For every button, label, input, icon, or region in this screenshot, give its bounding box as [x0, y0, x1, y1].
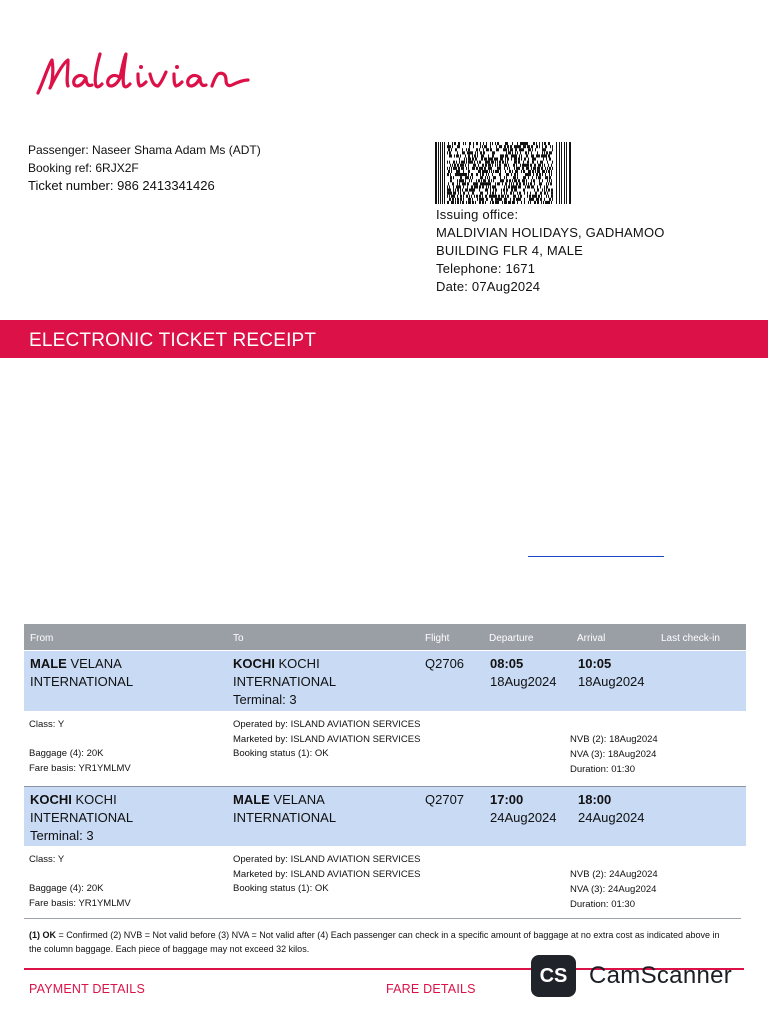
to-terminal: Terminal: 3 — [233, 692, 297, 707]
nvb-value: (2): 18Aug2024 — [592, 734, 658, 745]
fare-basis-line: Fare basis: YR1YMLMV — [29, 763, 131, 774]
to-name: VELANA — [273, 792, 325, 807]
camscanner-logo-icon: CS — [531, 955, 576, 997]
maldivian-logo — [34, 50, 254, 101]
fare-basis-value: YR1YMLMV — [78, 763, 131, 774]
duration-line: Duration: 01:30 — [570, 764, 635, 775]
to-name-2: INTERNATIONAL — [233, 810, 337, 825]
header-last-checkin: Last check-in — [661, 633, 720, 644]
segment-to — [233, 791, 336, 827]
marketed-line: Marketed by: ISLAND AVIATION SERVICES — [233, 869, 421, 880]
booking-status-label: Booking status — [233, 748, 296, 759]
arrival-time: 10:05 — [578, 656, 612, 671]
from-name: VELANA — [70, 656, 122, 671]
operated-line: Operated by: ISLAND AVIATION SERVICES — [233, 854, 421, 865]
booking-ref-label: Booking ref — [28, 161, 89, 175]
flight-segment-row — [24, 651, 746, 711]
fare-details-heading: FARE DETAILS — [386, 982, 476, 996]
baggage-label: Baggage — [29, 883, 68, 894]
footnote-ok-text: = Confirmed — [56, 930, 111, 940]
header-from: From — [30, 633, 54, 644]
to-code: KOCHI — [233, 656, 275, 671]
arrival — [578, 791, 645, 827]
issuing-office — [436, 206, 665, 296]
operated-label: Operated by — [233, 719, 286, 730]
nva-line — [570, 883, 656, 898]
to-name-2: INTERNATIONAL — [233, 674, 337, 689]
link-underline — [528, 556, 664, 557]
nvb-line — [570, 868, 658, 883]
to-name: KOCHI — [278, 656, 320, 671]
nva-label: NVA — [570, 749, 589, 760]
fare-basis-label: Fare basis — [29, 763, 74, 774]
header-flight: Flight — [425, 633, 450, 644]
marketed-line: Marketed by: ISLAND AVIATION SERVICES — [233, 734, 421, 745]
flight-number: Q2707 — [425, 792, 465, 807]
departure-time: 17:00 — [490, 792, 524, 807]
arrival-date: 18Aug2024 — [578, 674, 645, 689]
flight-segment-row — [24, 786, 746, 846]
flight-number: Q2706 — [425, 656, 465, 671]
nva-label: NVA — [570, 884, 589, 895]
departure-date: 24Aug2024 — [490, 810, 557, 825]
date-label: Date — [436, 279, 465, 294]
class-label: Class — [29, 719, 53, 730]
from-code: MALE — [30, 656, 67, 671]
footnote-nva-text: = Not valid after — [248, 930, 318, 940]
departure-time: 08:05 — [490, 656, 524, 671]
passenger-label: Passenger — [28, 143, 86, 157]
baggage-value: (4): 20K — [69, 883, 104, 894]
footnote-nva-key: (3) NVA — [218, 930, 249, 940]
telephone-row: Telephone: 1671 — [436, 261, 536, 276]
nvb-label: NVB — [570, 734, 590, 745]
operated-value: ISLAND AVIATION SERVICES — [290, 854, 421, 865]
barcode — [435, 142, 571, 209]
duration-label: Duration — [570, 899, 606, 910]
header-to: To — [233, 633, 244, 644]
ticket-number-value: 986 2413341426 — [117, 178, 215, 193]
operated-value: ISLAND AVIATION SERVICES — [290, 719, 421, 730]
footnote-baggage-key: (4) — [317, 930, 329, 940]
booking-status-line — [233, 747, 329, 762]
from-name-2: INTERNATIONAL — [30, 810, 134, 825]
nva-line — [570, 748, 656, 763]
duration-line: Duration: 01:30 — [570, 899, 635, 910]
duration-value: 01:30 — [611, 764, 635, 775]
duration-value: 01:30 — [611, 899, 635, 910]
booking-ref-value: 6RJX2F — [95, 161, 139, 175]
class-line: Class: Y — [29, 719, 65, 730]
booking-status-label: Booking status — [233, 883, 296, 894]
class-value: Y — [57, 719, 65, 730]
from-terminal: Terminal: 3 — [30, 828, 94, 843]
operated-label: Operated by — [233, 854, 286, 865]
booking-ref-row: Booking ref: 6RJX2F — [28, 161, 139, 175]
class-line: Class: Y — [29, 854, 65, 865]
date-value: 07Aug2024 — [471, 279, 541, 294]
baggage-label: Baggage — [29, 748, 68, 759]
booking-status-line — [233, 882, 329, 897]
camscanner-watermark — [531, 955, 743, 997]
footnote — [29, 928, 729, 956]
from-code: KOCHI — [30, 792, 72, 807]
arrival — [578, 655, 645, 691]
issuing-office-label-row: Issuing office: — [436, 207, 519, 222]
footnote-nvb-key: (2) NVB — [110, 930, 143, 940]
from-name: KOCHI — [75, 792, 117, 807]
nvb-label: NVB — [570, 869, 590, 880]
receipt-banner — [0, 320, 768, 358]
office-address-line2: BUILDING FLR 4, MALE — [436, 243, 584, 258]
nvb-value: (2): 24Aug2024 — [592, 869, 658, 880]
booking-status-value: (1): OK — [297, 748, 329, 759]
baggage-line — [29, 747, 103, 762]
header-departure: Departure — [489, 633, 534, 644]
passenger-row: Passenger: Naseer Shama Adam Ms (ADT) — [28, 143, 261, 157]
footnote-baggage-text: Each passenger can check in a specific amount of baggage at no extra cost as indicated above in the column baggage. Each piece of baggage may not exceed 32 kilos. — [29, 930, 720, 954]
ticket-number-row: Ticket number: 986 2413341426 — [28, 178, 215, 193]
segment-from — [30, 655, 133, 691]
marketed-value: ISLAND AVIATION SERVICES — [290, 734, 421, 745]
fare-basis-label: Fare basis — [29, 898, 74, 909]
departure-date: 18Aug2024 — [490, 674, 557, 689]
class-value: Y — [57, 854, 65, 865]
banner-title: ELECTRONIC TICKET RECEIPT — [29, 330, 317, 351]
nva-value: (3): 18Aug2024 — [590, 749, 657, 760]
footnote-nvb-text: = Not valid before — [142, 930, 219, 940]
header-arrival: Arrival — [577, 633, 606, 644]
footnote-ok-key: (1) OK — [29, 930, 56, 940]
class-label: Class — [29, 854, 53, 865]
baggage-line — [29, 882, 103, 897]
arrival-date: 24Aug2024 — [578, 810, 645, 825]
divider — [24, 918, 741, 919]
baggage-value: (4): 20K — [69, 748, 104, 759]
operated-line: Operated by: ISLAND AVIATION SERVICES — [233, 719, 421, 730]
departure — [490, 791, 557, 827]
marketed-label: Marketed by — [233, 734, 286, 745]
marketed-label: Marketed by — [233, 869, 286, 880]
passenger-info — [28, 141, 261, 195]
passenger-value: Naseer Shama Adam Ms (ADT) — [92, 143, 261, 157]
to-code: MALE — [233, 792, 270, 807]
booking-status-value: (1): OK — [297, 883, 329, 894]
itinerary-table-header — [24, 624, 746, 650]
ticket-number-label: Ticket number — [28, 178, 110, 193]
telephone-value: 1671 — [505, 261, 536, 276]
telephone-label: Telephone — [436, 261, 498, 276]
fare-basis-value: YR1YMLMV — [78, 898, 131, 909]
payment-details-heading: PAYMENT DETAILS — [29, 982, 145, 996]
marketed-value: ISLAND AVIATION SERVICES — [290, 869, 421, 880]
arrival-time: 18:00 — [578, 792, 612, 807]
office-address-line1: MALDIVIAN HOLIDAYS, GADHAMOO — [436, 225, 665, 240]
departure — [490, 655, 557, 691]
from-name-2: INTERNATIONAL — [30, 674, 134, 689]
segment-from — [30, 791, 133, 845]
fare-basis-line: Fare basis: YR1YMLMV — [29, 898, 131, 909]
camscanner-name: CamScanner — [589, 962, 733, 989]
nva-value: (3): 24Aug2024 — [590, 884, 657, 895]
date-row: Date: 07Aug2024 — [436, 279, 541, 294]
issuing-office-label: Issuing office — [436, 207, 515, 222]
segment-to — [233, 655, 336, 709]
duration-label: Duration — [570, 764, 606, 775]
nvb-line — [570, 733, 658, 748]
